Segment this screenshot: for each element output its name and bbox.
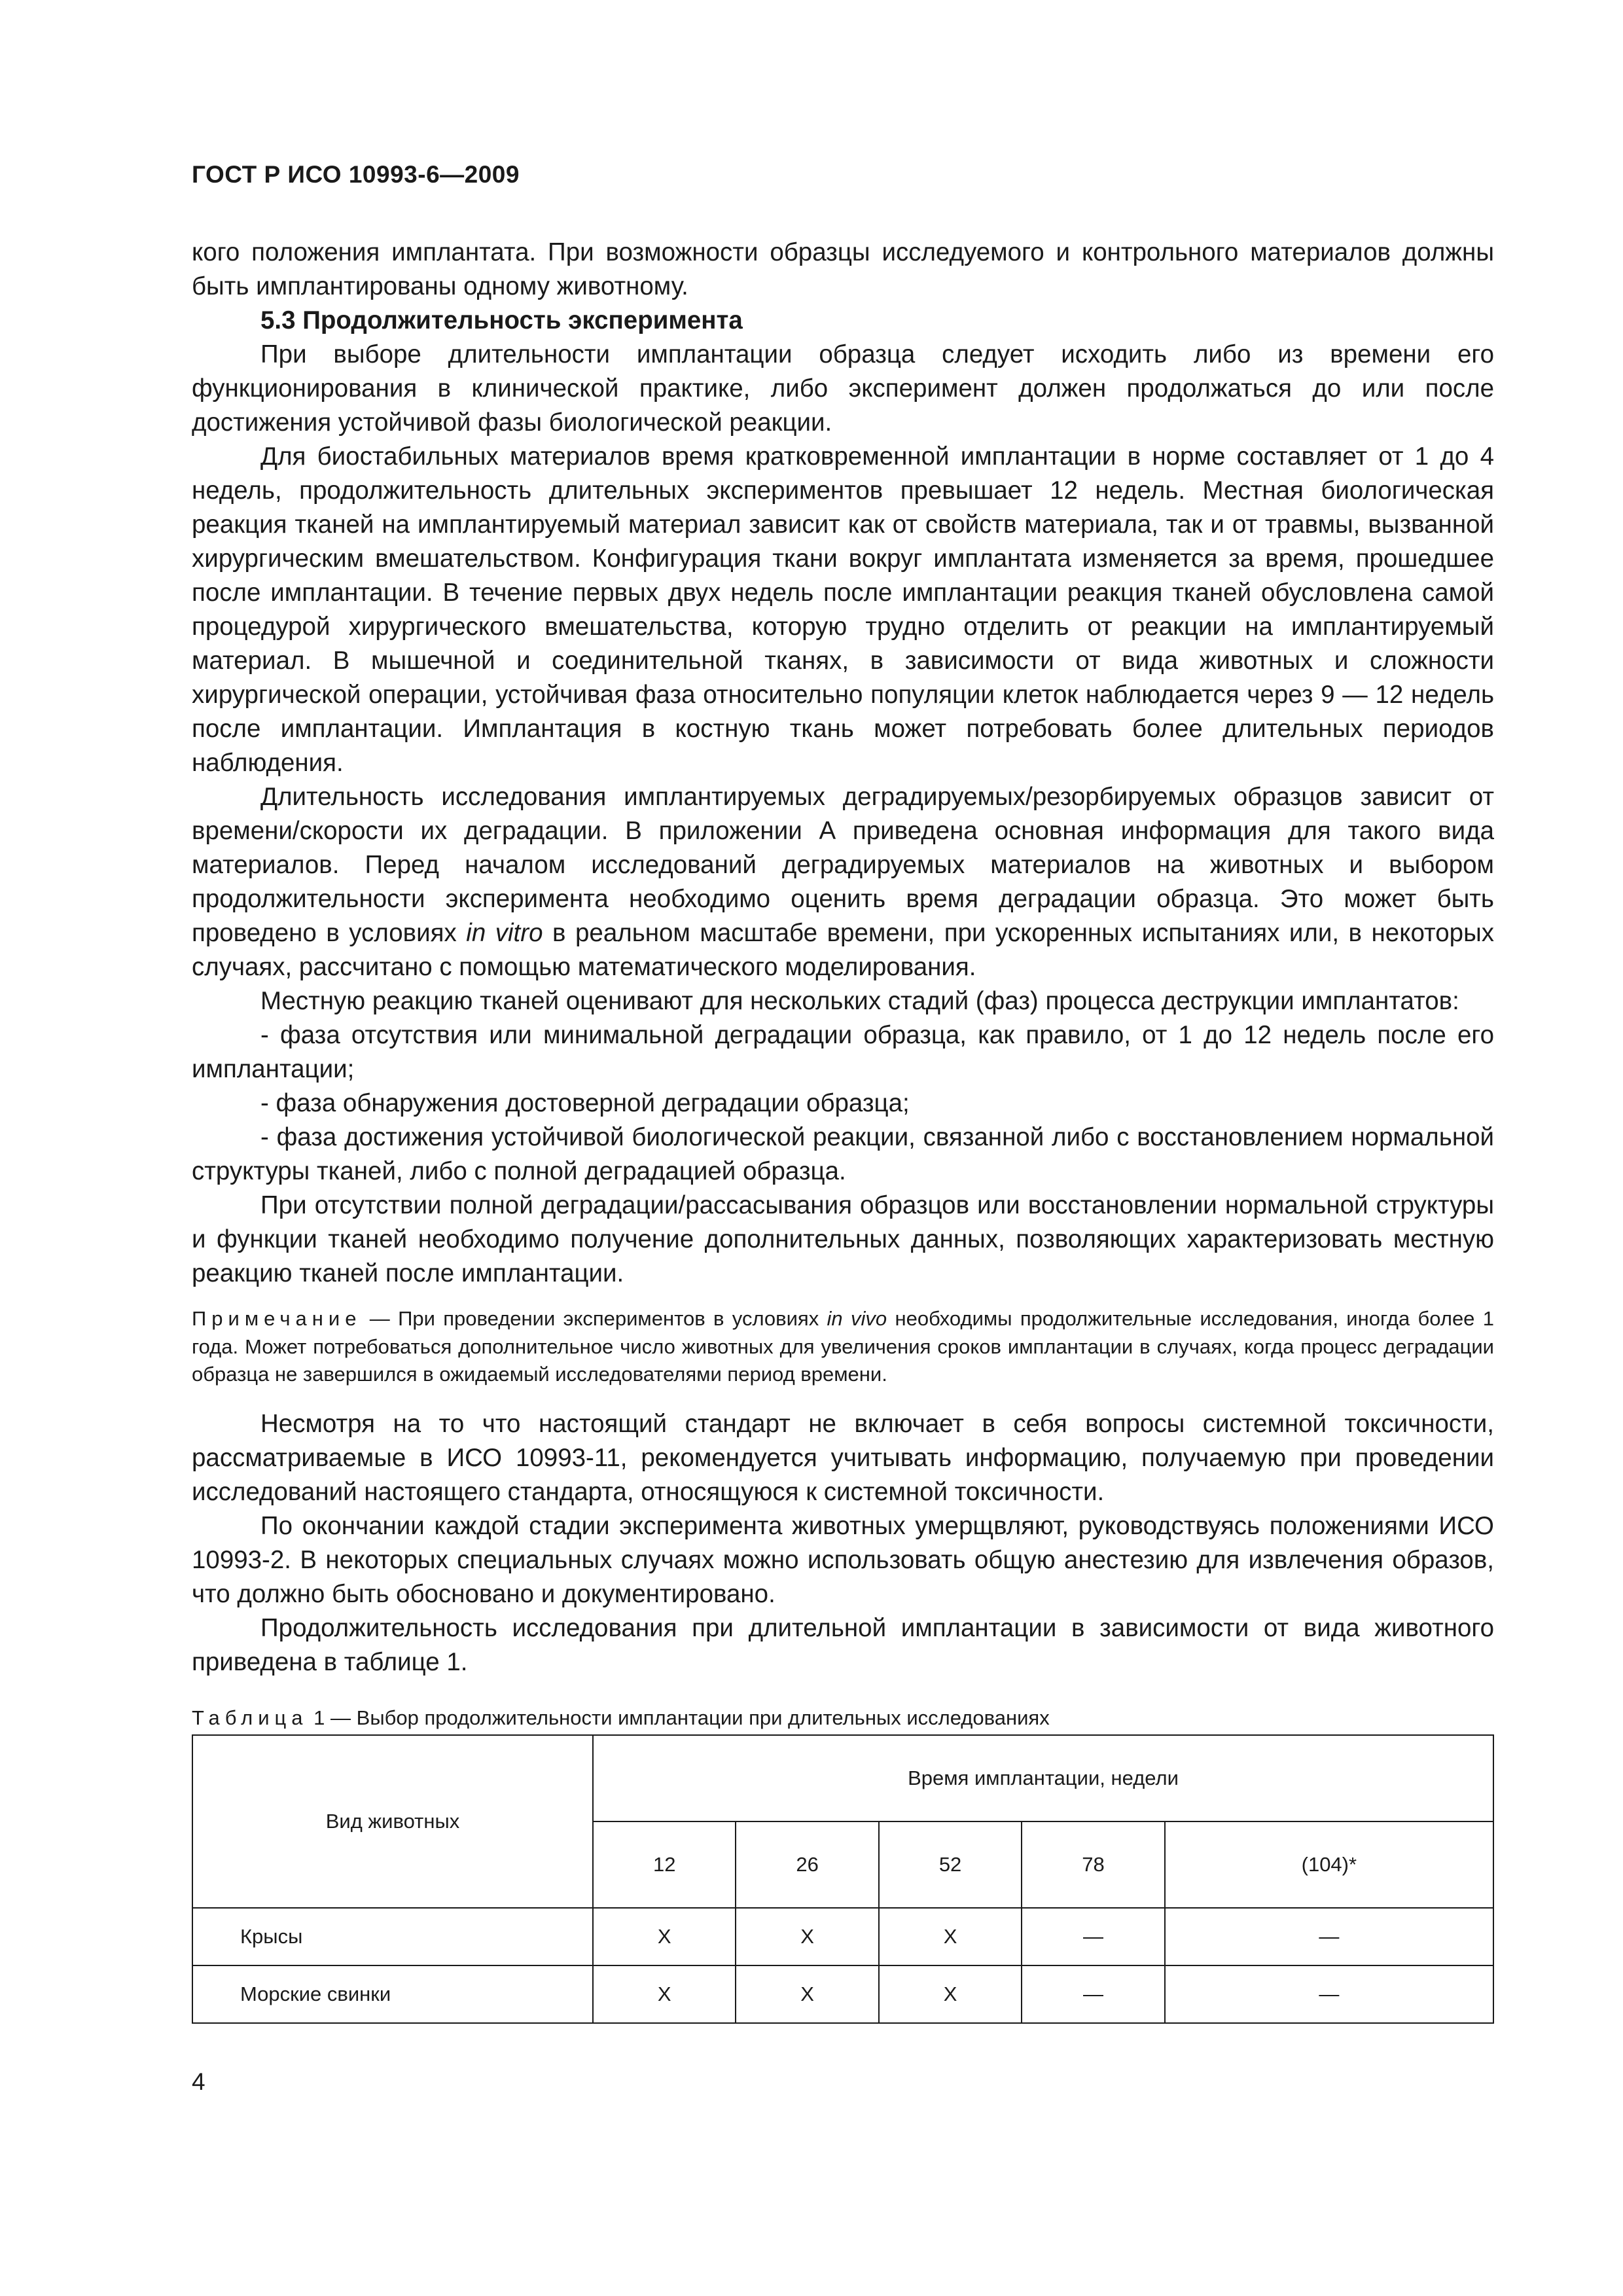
table-cell: X [736,1908,878,1965]
note [192,1305,1494,1389]
paragraph: Местную реакцию тканей оценивают для нескольких стадий (фаз) процесса деструкции имплантатов: [260,987,1459,1015]
table-cell: — [1165,1965,1493,2023]
list-item: - фаза достижения устойчивой биологической реакции, связанной либо с восстановлением нормальной структуры тканей, либо с полной деградацией образца. [192,1123,1494,1185]
list-item: - фаза обнаружения достоверной деградации образца; [260,1089,910,1117]
table-cell: X [593,1965,736,2023]
document-header: ГОСТ Р ИСО 10993-6—2009 [192,161,520,188]
table-cell: X [593,1908,736,1965]
implantation-table [192,1734,1494,2024]
week-cell: 78 [1022,1821,1164,1908]
week-cell: 52 [879,1821,1022,1908]
table-cell: X [736,1965,878,2023]
text-run: в реальном масштабе времени, при ускоренных испытаниях или, в некоторых случаях, рассчитано с помощью математического моделирования. [192,919,1494,981]
caption-label: Таблица [192,1706,308,1729]
table-cell: X [879,1908,1022,1965]
col-time: Время имплантации, недели [593,1735,1493,1821]
table-row [192,1908,1493,1965]
paragraph: По окончании каждой стадии эксперимента животных умерщвляют, руководствуясь положениями ИСО 10993-2. В некоторых специальных случаях можно использовать общую анестезию для извлечения образов, что должно быть обосновано и документировано. [192,1511,1494,1608]
italic-term: in vitro [466,919,543,947]
table-cell: — [1022,1908,1164,1965]
caption-text: 1 — Выбор продолжительности имплантации при длительных исследованиях [308,1706,1050,1729]
paragraph-continuation: кого положения имплантата. При возможности образцы исследуемого и контрольного материалов должны быть имплантированы одному животному. [192,238,1494,300]
table-cell: X [879,1965,1022,2023]
page-number: 4 [192,2068,205,2095]
paragraph: При выборе длительности имплантации образца следует исходить либо из времени его функционирования в клинической практике, либо эксперимент должен продолжаться до или после достижения устойчивой фазы биологической реакции. [192,340,1494,437]
table-caption [192,1704,1494,1732]
table-cell: — [1022,1965,1164,2023]
paragraph: Несмотря на то что настоящий стандарт не включает в себя вопросы системной токсичности, рассматриваемые в ИСО 10993-11, рекомендуется учитывать информацию, получаемую при проведении исследований настоящего стандарта, относящуюся к системной токсичности. [192,1409,1494,1506]
text-run: — При проведении экспериментов в условиях [361,1307,827,1330]
section-heading: 5.3 Продолжительность эксперимента [260,306,743,334]
col-animal: Вид животных [192,1735,593,1908]
text-run: необходимы продолжительные исследования, иногда более 1 года. Может потребоваться дополнительное число животных для увеличения сроков имплантации в случаях, когда процесс деградации образца не завершился в ожидаемый исследователями период времени. [192,1307,1494,1386]
note-label: Примечание [192,1307,362,1330]
week-cell: (104)* [1165,1821,1493,1908]
table-row [192,1965,1493,2023]
week-cell: 26 [736,1821,878,1908]
paragraph: При отсутствии полной деградации/рассасывания образцов или восстановлении нормальной структуры и функции тканей необходимо получение дополнительных данных, позволяющих характеризовать местную реакцию тканей после имплантации. [192,1191,1494,1287]
animal-name: Крысы [192,1908,593,1965]
list-item: - фаза отсутствия или минимальной деградации образца, как правило, от 1 до 12 недель после его имплантации; [192,1021,1494,1083]
animal-name: Морские свинки [192,1965,593,2023]
paragraph: Для биостабильных материалов время кратковременной имплантации в норме составляет от 1 до 4 недель, продолжительность длительных экспериментов превышает 12 недель. Местная биологическая реакция тканей на имплантируемый материал зависит как от свойств материала, так и от травмы, вызванной хирургическим вмешательством. Конфигурация ткани вокруг имплантата изменяется за время, прошедшее после имплантации. В течение первых двух недель после имплантации реакция тканей обусловлена самой процедурой хирургического вмешательства, которую трудно отделить от реакции на имплантируемый материал. В мышечной и соединительной тканях, в зависимости от вида животных и сложности хирургической операции, устойчивая фаза относительно популяции клеток наблюдается через 9 — 12 недель после имплантации. Имплантация в костную ткань может потребовать более длительных периодов наблюдения. [192,442,1494,777]
text-run: Длительность исследования имплантируемых деградируемых/резорбируемых образцов зависит от времени/скорости их деградации. В приложении А приведена основная информация для такого вида материалов. Перед началом исследований деградируемых материалов на животных и выбором продолжительности эксперимента необходимо оценить время деградации образца. Это может быть проведено в условиях [192,783,1494,947]
document-body [192,236,1494,2024]
table-header-row [192,1735,1493,1821]
paragraph: Продолжительность исследования при длительной имплантации в зависимости от вида животного приведена в таблице 1. [192,1613,1494,1676]
week-cell: 12 [593,1821,736,1908]
paragraph [192,780,1494,984]
italic-term: in vivo [827,1307,887,1330]
table-cell: — [1165,1908,1493,1965]
